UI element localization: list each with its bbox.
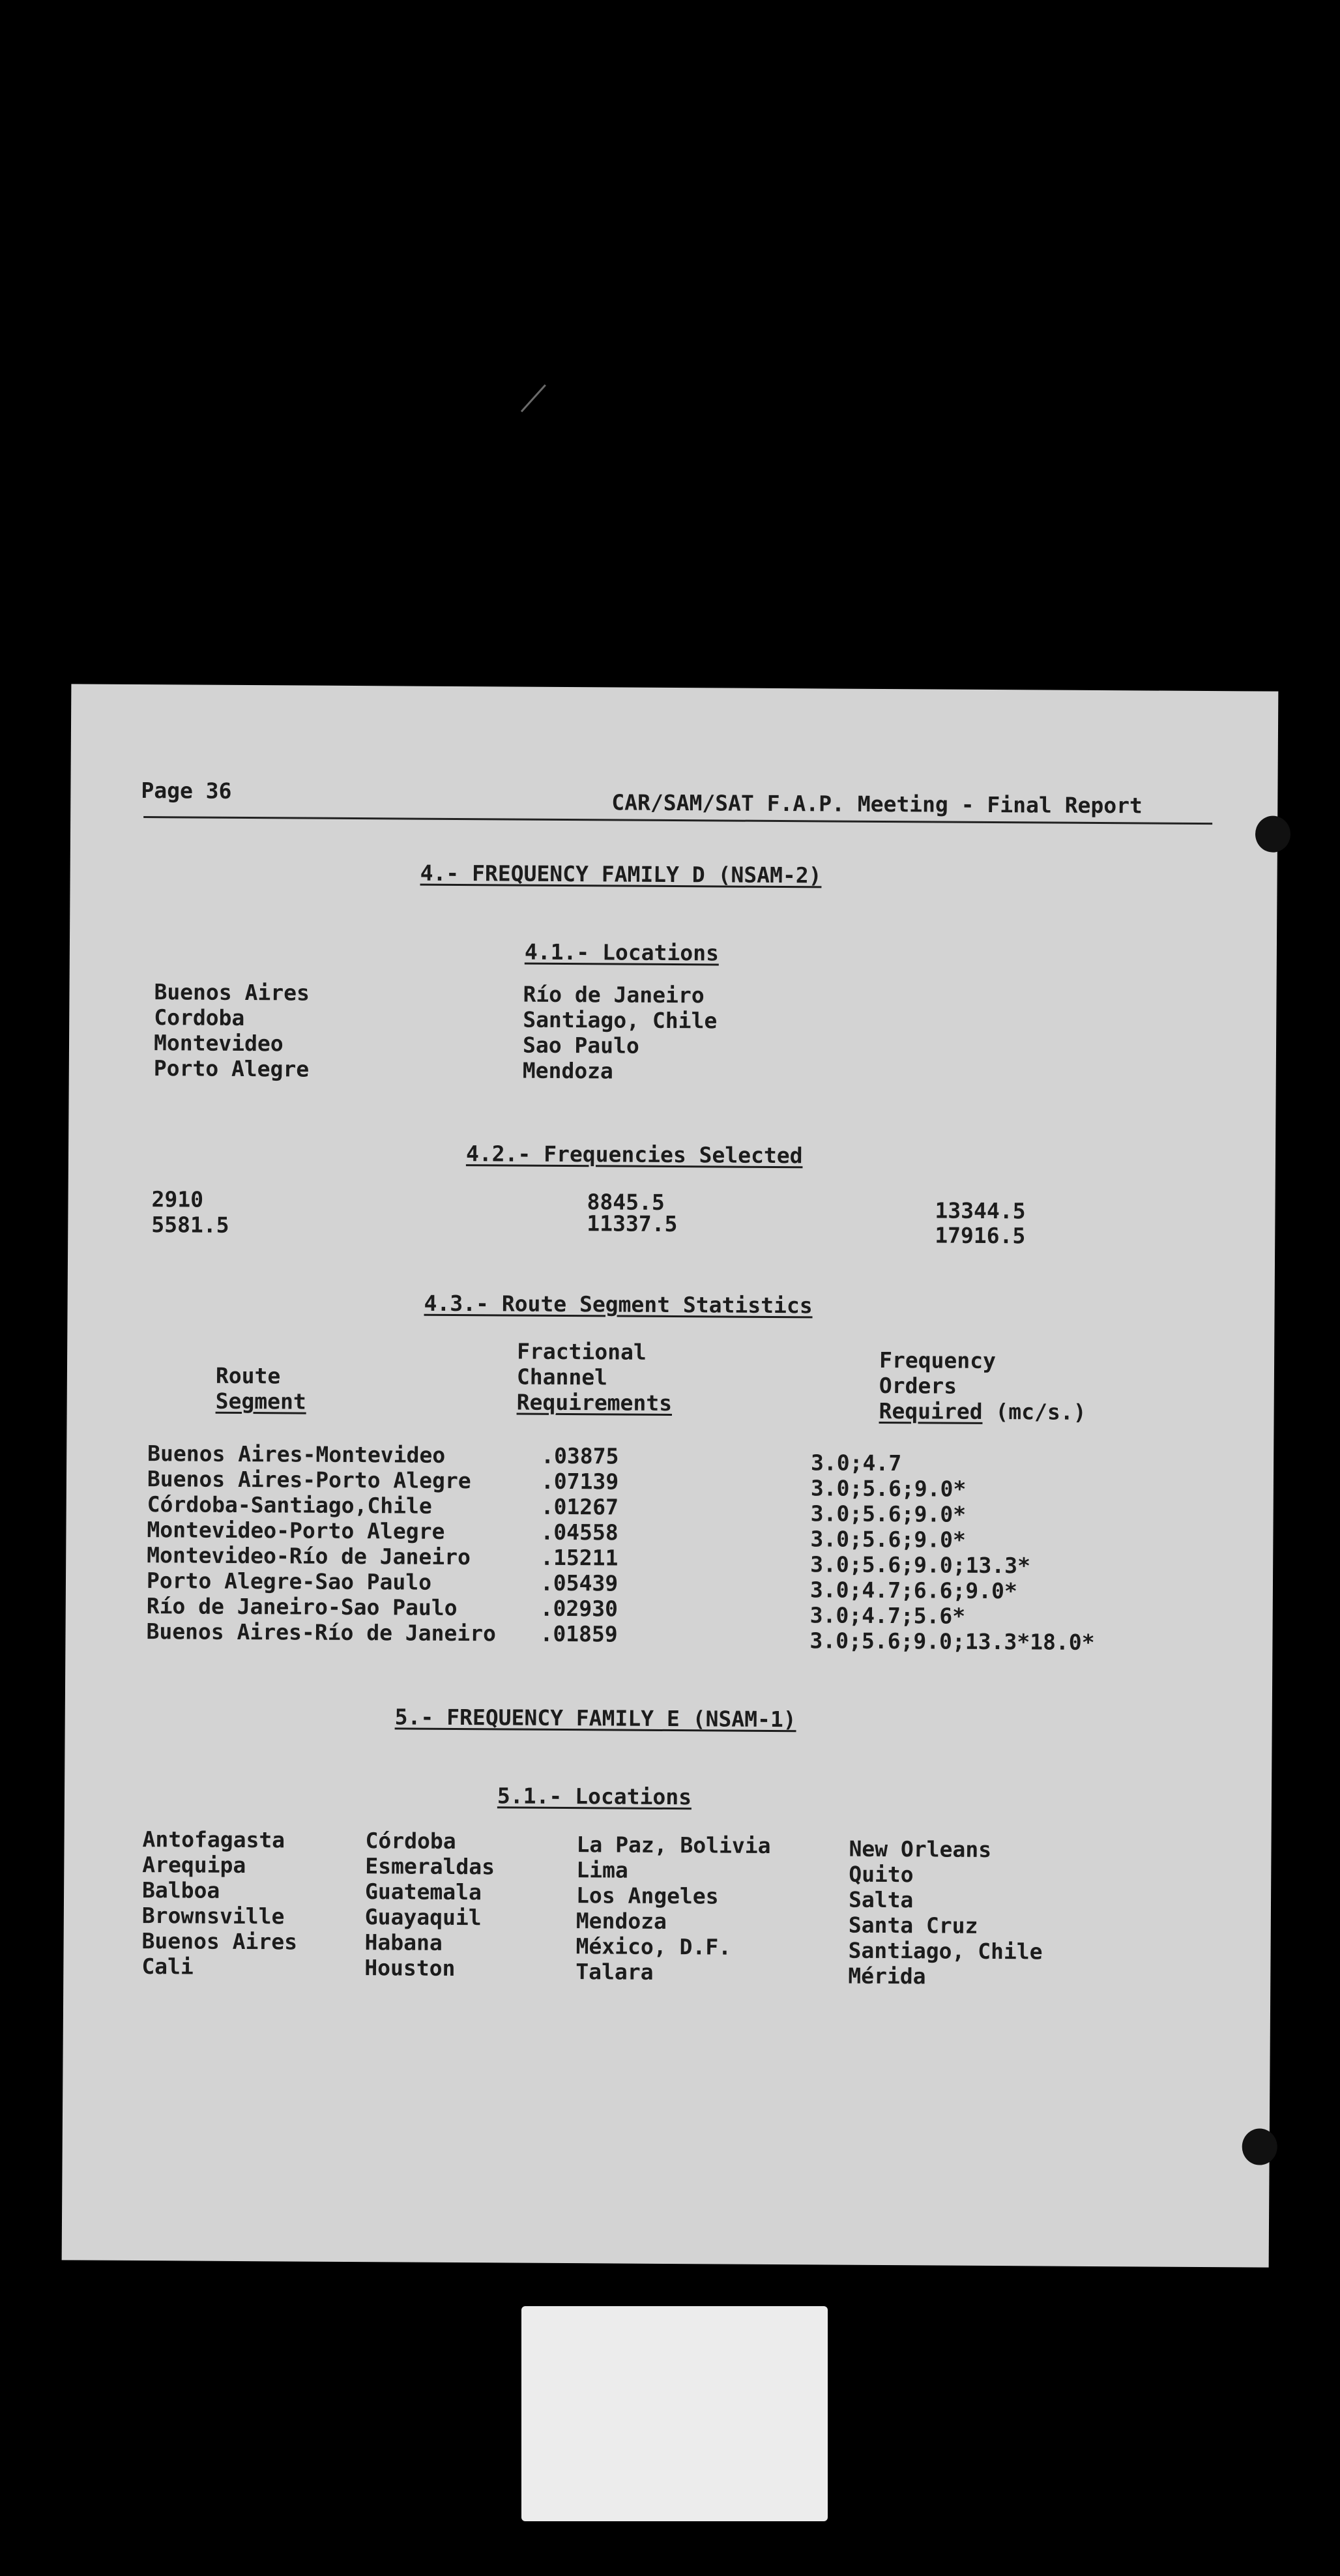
table-row-fraction: .01267 <box>540 1493 619 1520</box>
location-item: Lima <box>576 1857 628 1883</box>
punch-hole-top <box>1255 815 1290 852</box>
frequency-value: 17916.5 <box>935 1222 1026 1249</box>
location-item: Balboa <box>141 1877 220 1903</box>
frequency-column-2 <box>587 1189 678 1237</box>
frequency-value: 13344.5 <box>935 1197 1026 1224</box>
table-row-fraction: .07139 <box>540 1468 619 1495</box>
header-line: Segment <box>215 1388 306 1414</box>
locations-5-column-1 <box>141 1826 298 1980</box>
table-row-segment: Buenos Aires-Montevideo <box>147 1441 446 1468</box>
header-line: Frequency <box>879 1347 997 1374</box>
punch-hole-bottom <box>1242 2128 1277 2165</box>
document-page <box>62 684 1279 2267</box>
header-line: Requirements <box>516 1389 673 1416</box>
table-row-fraction: .02930 <box>540 1595 619 1622</box>
table-row-segment: Buenos Aires-Río de Janeiro <box>146 1618 497 1647</box>
locations-5-column-4 <box>848 1836 1043 1990</box>
location-item: Quito <box>849 1861 914 1888</box>
header-line: Fractional <box>517 1338 647 1365</box>
header-line: Channel <box>516 1364 608 1390</box>
table-row-orders: 3.0;5.6;9.0* <box>810 1526 966 1553</box>
location-item: La Paz, Bolivia <box>576 1832 771 1858</box>
header-fractional-channel <box>517 1339 673 1416</box>
frequency-column-1 <box>151 1186 229 1238</box>
frequency-column-3 <box>935 1197 1026 1248</box>
header-frequency-orders <box>879 1347 1086 1425</box>
header-line: Route <box>215 1362 281 1389</box>
location-item: Guatemala <box>364 1879 482 1905</box>
location-item: Buenos Aires <box>141 1928 298 1955</box>
frequency-value: 8845.5 <box>587 1189 665 1215</box>
table-row-segment: Buenos Aires-Porto Alegre <box>147 1466 471 1494</box>
locations-4-1-heading: 4.1.- Locations <box>524 939 720 966</box>
location-item: Antofagasta <box>142 1826 285 1853</box>
table-row-orders: 3.0;5.6;9.0* <box>810 1475 967 1502</box>
header-line: Orders <box>879 1372 957 1399</box>
table-row-orders: 3.0;4.7 <box>811 1450 902 1476</box>
units-label: (mc/s.) <box>995 1399 1086 1425</box>
blank-target-card <box>521 2306 828 2521</box>
route-segment-column <box>146 1441 497 1646</box>
location-item: New Orleans <box>849 1836 992 1863</box>
location-item: Habana <box>364 1929 443 1955</box>
location-item: Córdoba <box>365 1828 456 1854</box>
location-item: Sao Paulo <box>522 1032 639 1059</box>
table-row-orders: 3.0;4.7;5.6* <box>809 1602 966 1629</box>
location-item: Salta <box>848 1886 914 1913</box>
frequency-value: 5581.5 <box>151 1212 229 1238</box>
table-row-segment: Porto Alegre-Sao Paulo <box>146 1568 432 1595</box>
location-item: Montevideo <box>153 1030 284 1057</box>
locations-5-1-heading: 5.1.- Locations <box>497 1783 692 1810</box>
table-row-orders: 3.0;4.7;6.6;9.0* <box>809 1577 1017 1604</box>
page-number: Page 36 <box>141 778 232 804</box>
section-5-heading: 5.- FREQUENCY FAMILY E (NSAM-1) <box>394 1704 796 1733</box>
table-row-fraction: .04558 <box>540 1519 619 1545</box>
frequency-value: 2910 <box>151 1186 204 1212</box>
route-statistics-4-3-heading: 4.3.- Route Segment Statistics <box>424 1290 813 1319</box>
location-item: Buenos Aires <box>154 979 310 1006</box>
locations-5-column-2 <box>364 1828 495 1981</box>
table-row-fraction: .03875 <box>541 1442 619 1469</box>
frequencies-4-2-heading: 4.2.- Frequencies Selected <box>465 1141 803 1169</box>
location-item: Mendoza <box>575 1908 667 1934</box>
locations-5-column-3 <box>575 1832 770 1985</box>
location-item: Santiago, Chile <box>523 1006 718 1034</box>
table-row-fraction: .01859 <box>540 1620 618 1647</box>
running-header: CAR/SAM/SAT F.A.P. Meeting - Final Report <box>611 789 1143 819</box>
film-scratch <box>521 385 546 413</box>
location-item: Esmeraldas <box>365 1853 495 1880</box>
frequency-value: 11337.5 <box>587 1210 678 1237</box>
table-row-orders: 3.0;5.6;9.0* <box>810 1500 967 1527</box>
location-item: Brownsville <box>141 1903 285 1929</box>
table-row-orders: 3.0;5.6;9.0;13.3* <box>810 1551 1031 1579</box>
location-item: Santa Cruz <box>848 1912 978 1939</box>
location-item: Mérida <box>848 1963 926 1989</box>
locations-4-right-list <box>523 982 718 1085</box>
location-item: Los Angeles <box>575 1882 719 1909</box>
location-item: Houston <box>364 1955 456 1982</box>
location-item: Guayaquil <box>364 1904 482 1931</box>
table-row-segment: Montevideo-Porto Alegre <box>147 1517 445 1544</box>
section-4-heading: 4.- FREQUENCY FAMILY D (NSAM-2) <box>420 860 822 888</box>
table-row-segment: Montevideo-Río de Janeiro <box>147 1542 471 1570</box>
table-row-segment: Córdoba-Santiago,Chile <box>147 1491 432 1519</box>
location-item: Cordoba <box>154 1004 245 1031</box>
table-row-segment: Río de Janeiro-Sao Paulo <box>146 1593 458 1621</box>
location-item: Porto Alegre <box>153 1055 310 1082</box>
location-item: Talara <box>575 1959 654 1985</box>
location-item: Río de Janeiro <box>523 981 705 1008</box>
table-row-orders: 3.0;5.6;9.0;13.3*18.0* <box>809 1628 1095 1655</box>
location-item: Mendoza <box>522 1057 613 1084</box>
location-item: Santiago, Chile <box>848 1937 1043 1965</box>
frequency-orders-column <box>809 1450 1096 1655</box>
table-row-fraction: .05439 <box>540 1570 619 1596</box>
location-item: Arequipa <box>142 1852 246 1879</box>
location-item: Cali <box>141 1954 194 1980</box>
fractional-requirement-column <box>540 1443 619 1647</box>
header-line: Required <box>879 1398 983 1424</box>
table-row-fraction: .15211 <box>540 1544 619 1571</box>
locations-4-left-list <box>154 979 310 1081</box>
location-item: México, D.F. <box>575 1933 732 1960</box>
header-route-segment <box>216 1363 307 1414</box>
